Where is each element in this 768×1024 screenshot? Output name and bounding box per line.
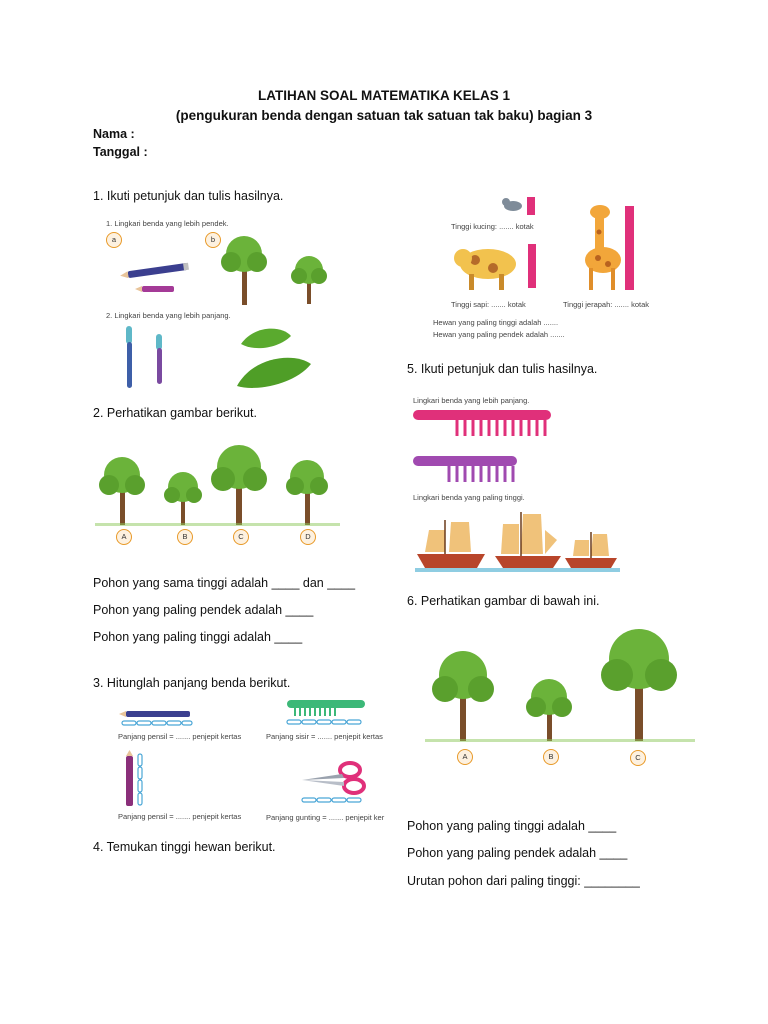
- question-6: 6. Perhatikan gambar di bawah ini.: [407, 594, 600, 608]
- small-leaf: [241, 329, 291, 349]
- q3-comb-label: Panjang sisir = ....... penjepit kertas: [266, 732, 383, 741]
- q5-instruction-1: Lingkari benda yang lebih panjang.: [413, 396, 530, 405]
- q4-cow-label: Tinggi sapi: ....... kotak: [451, 300, 526, 309]
- q6-answer-tallest: Pohon yang paling tinggi adalah ____: [407, 819, 617, 833]
- pencils-illustration: [118, 262, 198, 296]
- leaves-illustration: [235, 322, 315, 392]
- q2-label-b: B: [177, 529, 193, 545]
- q4-cat-label: Tinggi kucing: ....... kotak: [451, 222, 534, 231]
- q2-label-a: A: [116, 529, 132, 545]
- tree-b: [164, 472, 202, 525]
- cat-illustration: [500, 195, 530, 217]
- purple-comb: [413, 456, 517, 482]
- date-label: Tanggal :: [93, 145, 148, 159]
- q3-pencil-label: Panjang pensil = ....... penjepit kertas: [118, 732, 242, 741]
- q6-label-a: A: [457, 749, 473, 765]
- question-2: 2. Perhatikan gambar berikut.: [93, 406, 257, 420]
- q2-answer-shortest: Pohon yang paling pendek adalah ____: [93, 603, 314, 617]
- q1-trees: [215, 232, 340, 307]
- q3-pencil-vertical: [122, 750, 152, 810]
- giraffe-illustration: [573, 202, 643, 297]
- toothbrush-short: [156, 334, 162, 384]
- q2-trees: [95, 445, 340, 535]
- cat-height-bar: [527, 197, 535, 215]
- question-1: 1. Ikuti petunjuk dan tulis hasilnya.: [93, 189, 284, 203]
- worksheet-subtitle: (pengukuran benda dengan satuan tak satuan tak baku) bagian 3: [175, 108, 593, 123]
- q1-label-b: b: [205, 232, 221, 248]
- q6-trees: [425, 635, 695, 750]
- q3-scissors-label: Panjang gunting = ....... penjepit ker: [266, 813, 385, 822]
- q6-label-b: B: [543, 749, 559, 765]
- worksheet-title: LATIHAN SOAL MATEMATIKA KELAS 1: [258, 88, 510, 103]
- tree-c: [601, 629, 677, 741]
- q2-label-d: D: [300, 529, 316, 545]
- tree-a: [99, 457, 145, 525]
- q1-instruction-1: 1. Lingkari benda yang lebih pendek.: [106, 219, 229, 228]
- q4-giraffe-label: Tinggi jerapah: ....... kotak: [563, 300, 650, 309]
- toothbrushes-illustration: [118, 322, 178, 392]
- q3-pencil2-label: Panjang pensil = ....... penjepit kertas: [118, 812, 242, 821]
- q6-label-c: C: [630, 750, 646, 766]
- pink-comb: [413, 410, 551, 436]
- tree-d: [286, 460, 328, 525]
- q5-combs: [413, 408, 558, 488]
- q3-scissors: [300, 762, 370, 808]
- q2-answer-tallest: Pohon yang paling tinggi adalah ____: [93, 630, 303, 644]
- q3-pencil-horizontal: [118, 708, 198, 728]
- q1-label-a: a: [106, 232, 122, 248]
- q6-answer-shortest: Pohon yang paling pendek adalah ____: [407, 846, 628, 860]
- q4-shortest-line: Hewan yang paling pendek adalah .......: [433, 330, 565, 339]
- tree-b: [526, 679, 572, 741]
- q5-instruction-2: Lingkari benda yang paling tinggi.: [413, 493, 525, 502]
- large-leaf: [237, 358, 311, 388]
- q2-label-c: C: [233, 529, 249, 545]
- q4-tallest-line: Hewan yang paling tinggi adalah .......: [433, 318, 559, 327]
- cow-height-bar: [528, 244, 536, 288]
- question-4: 4. Temukan tinggi hewan berikut.: [93, 840, 276, 854]
- giraffe-height-bar: [625, 206, 634, 290]
- question-3: 3. Hitunglah panjang benda berikut.: [93, 676, 291, 690]
- q3-comb: [285, 698, 375, 728]
- name-label: Nama :: [93, 127, 135, 141]
- short-tree: [291, 256, 327, 304]
- ship-2: [495, 512, 561, 568]
- cow-illustration: [453, 238, 548, 296]
- q5-ships: [415, 510, 620, 575]
- q1-instruction-2: 2. Lingkari benda yang lebih panjang.: [106, 311, 231, 320]
- question-5: 5. Ikuti petunjuk dan tulis hasilnya.: [407, 362, 598, 376]
- tall-tree: [221, 236, 267, 305]
- ship-3: [565, 532, 617, 568]
- tree-a: [432, 651, 494, 741]
- q2-answer-same-height: Pohon yang sama tinggi adalah ____ dan ____: [93, 576, 356, 590]
- long-pencil: [120, 263, 189, 280]
- tree-c: [211, 445, 267, 525]
- q6-answer-order: Urutan pohon dari paling tinggi: ________: [407, 874, 640, 888]
- short-pencil: [135, 286, 174, 292]
- paperclip-chain: [122, 721, 192, 725]
- ship-1: [417, 520, 485, 568]
- toothbrush-long: [126, 326, 132, 388]
